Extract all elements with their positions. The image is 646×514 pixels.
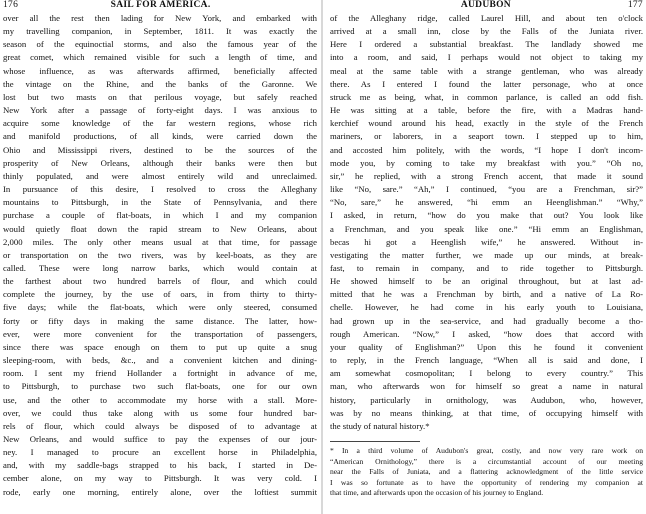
left-running-head: SAIL FOR AMERICA. [110, 0, 211, 10]
text-line: * In a third volume of Audubon's great, costly, and now very rare work on [330, 446, 643, 455]
text-line: man, who afterwards won for himself so great a name in natural [330, 381, 643, 392]
right-page-header [330, 0, 643, 11]
text-line: kerchief wound around his head, exactly in the style of the French [330, 118, 643, 129]
footnote-rule [330, 441, 420, 442]
text-line: becas hi got a Heenglish wife,” he answered. Without in- [330, 236, 643, 247]
text-line: sleeping-room, with beds, &c., and a convenient kitchen and dining- [3, 355, 317, 366]
text-line: season of the equinoctial storms, and also the famous year of the [3, 39, 317, 50]
text-line: rels of flour, which could always be disposed of to advantage at [3, 420, 317, 431]
left-page-number: 176 [3, 0, 19, 10]
text-line: mode you, by coming to take my breakfast with you.” “Oh no, [330, 157, 643, 168]
right-page-number: 177 [627, 0, 643, 10]
text-line: near the Falls of Juniata, and a flattering acknowledgment of the little service [330, 467, 643, 477]
text-line: like “No, sare.” “Ah,” I continued, “you are a Frenchman, sir?” [330, 184, 643, 195]
text-line: “No, sare,” he answered, “hi emm an Heenglishman.” “Why,” [330, 197, 643, 208]
text-line: mariners, or laborers, in a seaport town. I stepped up to him, [330, 131, 643, 142]
text-line: that time, and afterwards upon the occasion of his journey to England. [330, 488, 544, 498]
text-line: mountains to Pittsburgh, in the State of Pennsylvania, and there [3, 197, 317, 208]
text-line: called. These were long narrow barks, which would contain at [3, 262, 317, 273]
text-line: chelle. However, he had come in his early youth to Louisiana, [330, 302, 643, 313]
text-line: I asked, in return, “how do you make that out? You look like [330, 210, 643, 221]
text-line: sir,” he replied, with a strong French accent, that made it sound [330, 170, 643, 181]
right-page-body [330, 12, 643, 433]
text-line: five days; while the flat-boats, which were only steered, consumed [3, 302, 317, 313]
right-page [322, 0, 646, 514]
text-line: and, with my saddle-bags strapped to his back, I started in De- [3, 460, 317, 471]
footnote [330, 446, 643, 499]
text-line: vestigating the matter further, we made up our minds, at break- [330, 249, 643, 260]
text-line: Here I ordered a substantial breakfast. The landlady showed me [330, 39, 643, 50]
left-page [0, 0, 322, 514]
text-line: prosperity of New Orleans, although their banks were then but [3, 157, 317, 168]
text-line: forty or fifty days in making the same distance. The latter, how- [3, 315, 317, 326]
text-line: over, we could thus take along with us some four hundred bar- [3, 407, 317, 418]
right-running-head: AUDUBON [460, 0, 511, 10]
text-line: thinly populated, and were almost entirely wild and unreclaimed. [3, 170, 317, 181]
text-line: New Orleans, and would suffice to pay the expenses of our jour- [3, 434, 317, 444]
text-line: ney. I managed to procure an excellent horse in Philadelphia, [3, 447, 317, 458]
text-line: He showed himself to be an original throughout, but at last ad- [330, 276, 643, 287]
text-line: “American Ornithology,” there is a circumstantial account of our meeting [330, 456, 643, 466]
text-line: to reply, in the French language, “When all is said and done, I [330, 355, 643, 366]
left-page-header [3, 0, 317, 11]
text-line: or transportation on the two rivers, was by keel-boats, as they are [3, 249, 317, 260]
text-line: and accosted him politely, with the words, “I hope I don't incom- [330, 144, 643, 155]
text-line: meal at the same table with a strange gentleman, who was already [330, 65, 643, 76]
text-line: 2,000 miles. The only other means usual at that time, for passage [3, 236, 317, 247]
text-line: New York after a passage of forty-eight days. I was anxious to [3, 105, 317, 116]
text-line: use, and the other to accommodate my horse with a stall. More- [3, 394, 317, 405]
text-line: into a room, and said, I perhaps would not object to taking my [330, 52, 643, 63]
text-line: and manifold productions, of all kinds, were carried down the [3, 131, 317, 142]
text-line: I was so fortunate as to have the opportunity of rendering my companion at [330, 477, 643, 487]
text-line: Ohio and Mississippi rivers, destined to be the sources of the [3, 144, 317, 155]
text-line: room. I sent my friend Hollander a fortnight in advance of me, [3, 368, 317, 379]
text-line: lost but two masts on that perilous voyage, but safely reached [3, 91, 317, 102]
text-line: complete the journey, by the use of oars, in from thirty to thirty- [3, 289, 317, 300]
text-line: mitted that he was a Frenchman by birth, and a native of La Ro- [330, 289, 643, 300]
text-line: would quietly float down the rapid stream to New Orleans, about [3, 223, 317, 234]
text-line: fast, to remain in company, and to ride together to Pittsburgh. [330, 262, 643, 273]
text-line: since there was space enough on them to put up quite a snug [3, 341, 317, 352]
text-line: ever, were more convenient for the transportation of passengers, [3, 328, 317, 339]
text-line: my travelling companion, in September, 1811. It was exactly the [3, 26, 317, 37]
text-line: the vintage on the Rhine, and the banks of the Garonne. We [3, 78, 317, 89]
text-line: had grown up in the sea-service, and had gradually become a tho- [330, 315, 643, 326]
text-line: rode, early one morning, entirely alone, over the loftiest summit [3, 486, 317, 497]
text-line: the study of natural history.* [330, 420, 430, 431]
text-line: history, particularly in ornithology, was Audubon, who, however, [330, 394, 643, 405]
text-line: struck me as being, what, in common parlance, is called an odd fish. [330, 91, 643, 102]
text-line: your quality of Englishman?” Upon this he found it convenient [330, 341, 643, 352]
text-line: am somewhat cosmopolitan; I belong to every country.” This [330, 368, 643, 379]
text-line: there. As I entered I found the latter personage, who at once [330, 78, 643, 89]
text-line: a Frenchman, and you speak like one.” “Hi emm an Englishman, [330, 223, 643, 234]
text-line: whose influence, as was afterwards affirmed, beneficially affected [3, 65, 317, 76]
text-line: He was sitting at a table, before the fire, with a Madras hand- [330, 105, 643, 116]
text-line: the farthest about two hundred barrels of flour, and which could [3, 276, 317, 287]
left-page-body [3, 12, 317, 499]
text-line: of the Alleghany ridge, called Laurel Hill, and about ten o'clock [330, 13, 643, 23]
text-line: to Pittsburgh, to purchase two such flat-boats, one for our own [3, 381, 317, 392]
text-line: purchase a couple of flat-boats, in which I and my companion [3, 210, 317, 221]
text-line: arrived at a small inn, close by the Falls of the Juniata river. [330, 26, 643, 37]
text-line: cember alone, on my way to Pittsburgh. It was very cold. I [3, 473, 317, 484]
text-line: rough American. “Now,” I asked, “how does that accord with [330, 328, 643, 339]
text-line: was by no means thinking, at that time, of occupying himself with [330, 407, 643, 418]
text-line: over all the rest then lading for New York, and embarked with [3, 13, 317, 23]
text-line: acquire some knowledge of the far western regions, whose rich [3, 118, 317, 129]
text-line: great comet, which remained visible for such a length of time, and [3, 52, 317, 63]
text-line: In pursuance of this desire, I resolved to cross the Alleghany [3, 184, 317, 195]
